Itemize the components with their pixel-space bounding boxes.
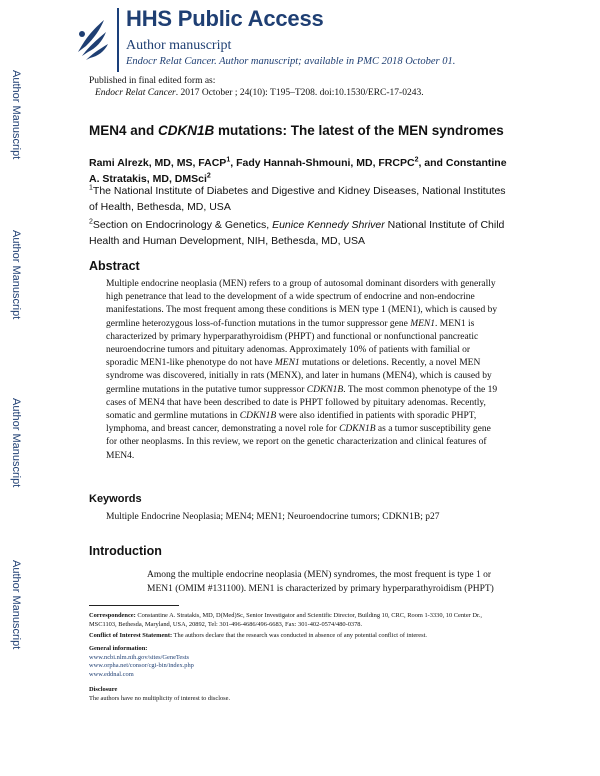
orphanet-link[interactable]: www.orpha.net/consor/cgi-bin/index.php <box>89 662 194 670</box>
published-details: . 2017 October ; 24(10): T195–T208. doi:10.1530/ERC-17-0243. <box>175 88 424 98</box>
title-part: MEN4 and <box>89 123 159 138</box>
disclosure-footnote <box>89 686 509 703</box>
pmc-header <box>0 0 600 72</box>
correspondence-footnote <box>89 612 509 629</box>
gene-name: CDKN1B <box>239 411 277 422</box>
journal-name: Endocr Relat Cancer <box>95 88 176 98</box>
abstract-text: were also identified in patients with sporadic PHPT, lymphoma, and breast cancer, demonstrating a novel role for <box>106 411 477 435</box>
published-citation <box>95 88 424 98</box>
gene-name: CDKN1B <box>339 424 376 435</box>
footnote-text: The authors declare that the research was conducted in absence of any potential conflict of interest. <box>172 632 427 639</box>
affiliation-mark: 1 <box>89 184 93 192</box>
header-divider <box>117 8 119 72</box>
side-label: Author Manuscript <box>10 560 22 650</box>
keywords-heading: Keywords <box>89 493 142 505</box>
author-name: Fady Hannah-Shmouni, MD, FRCPC <box>236 157 415 169</box>
keywords-list: Multiple Endocrine Neoplasia; MEN4; MEN1; Neuroendocrine tumors; CDKN1B; p27 <box>106 512 440 522</box>
introduction-heading: Introduction <box>89 544 162 558</box>
abstract-text: . The most common phenotype of the 19 cases of MEN4 that have been described to date is PHPT followed by pituitary adenomas. Recently, somatic and germline mutations in <box>106 384 498 422</box>
gene-name: MEN1 <box>410 318 436 329</box>
author-affiliation-mark: 2 <box>206 172 211 180</box>
pmc-citation: Endocr Relat Cancer. Author manuscript; available in PMC 2018 October 01. <box>126 56 456 67</box>
affiliation-italic: Eunice Kennedy Shriver <box>272 219 385 231</box>
footnote-label: Correspondence: <box>89 612 136 619</box>
general-info-footnote <box>89 645 509 679</box>
hhs-eagle-logo <box>74 12 110 62</box>
footnote-label: Conflict of Interest Statement: <box>89 632 173 639</box>
eddnal-link[interactable]: www.eddnal.com <box>89 670 134 678</box>
side-label: Author Manuscript <box>10 398 22 488</box>
conflict-footnote <box>89 632 509 641</box>
hhs-title: HHS Public Access <box>126 6 324 31</box>
author-name: Rami Alrezk, MD, MS, FACP <box>89 157 227 169</box>
genetests-link[interactable]: www.ncbi.nlm.nih.gov/sites/GeneTests <box>89 653 189 661</box>
side-label: Author Manuscript <box>10 70 22 160</box>
abstract-text: . MEN1 is characterized by primary hyperparathyroidism (PHPT) and functional or nonfunctional pancreatic neuroendocrine tumors and pituitary adenomas. Approximately 10% of patients with familial or sporadic MEN1-like phenotype do not have <box>106 318 479 369</box>
introduction-body: Among the multiple endocrine neoplasia (MEN) syndromes, the most frequent is type 1 or MEN1 (OMIM #131100). MEN1 is characterized by primary hyperparathyroidism (PHPT) <box>147 570 494 594</box>
affiliation-text: National Institute of Child Health and Human Development, NIH, Bethesda, MD, USA <box>89 219 505 247</box>
gene-name: MEN1 <box>274 358 300 369</box>
affiliation-text: Section on Endocrinology & Genetics, <box>92 219 273 231</box>
published-label: Published in final edited form as: <box>89 76 216 86</box>
abstract-text: mutations or deletions. Recently, a novel MEN syndrome was discovered, initially in rats (MENX), and later in humans (MEN4), which is caused by germline mutations in the putative tumor suppressor <box>106 358 492 395</box>
abstract-text: Multiple endocrine neoplasia (MEN) refers to a group of autosomal dominant disorders with generally high penetrance that lead to the development of a wide spectrum of endocrine and non-endocrine manifestations. The most frequent among these conditions is MEN type 1 (MEN1), which is caused by germline heterozygous loss-of-function mutations in the tumor suppressor gene <box>106 279 498 329</box>
author-affiliation-mark: 1 <box>226 156 231 164</box>
affiliation-2 <box>89 217 509 249</box>
footnote-divider <box>89 605 179 606</box>
abstract-text: as a tumor susceptibility gene for other neoplasms. In this review, we report on the genetic characterization and clinical features of MEN4. <box>106 424 491 461</box>
author-separator: , and <box>418 157 446 169</box>
article-title <box>89 123 504 138</box>
footnote-text: Constantine A. Stratakis, MD, D(Med)Sc, Senior Investigator and Scientific Director, Building 10, CRC, Room 1-3330, 10 Center Dr., MSC1103, Bethesda, Maryland, USA, 20892, Tel: 301-496-4686/496-6683, Fax: 301-402-0574/480-0378. <box>89 612 482 628</box>
author-name: Constantine A. Stratakis, MD, DMSci <box>89 157 507 185</box>
abstract-body <box>106 278 504 463</box>
footnote-text: The authors have no multiplicity of interest to disclose. <box>89 694 231 702</box>
gene-name: CDKN1B <box>306 384 344 395</box>
title-gene: CDKN1B <box>158 123 215 138</box>
affiliation-text: The National Institute of Diabetes and Digestive and Kidney Diseases, National Institutes of Health, Bethesda, MD, USA <box>89 185 506 213</box>
affiliation-mark: 2 <box>89 218 93 226</box>
side-label: Author Manuscript <box>10 230 22 320</box>
affiliation-1 <box>89 183 509 215</box>
title-part: mutations: The latest of the MEN syndromes <box>214 123 504 138</box>
author-affiliation-mark: 2 <box>414 156 419 164</box>
abstract-heading: Abstract <box>89 259 140 273</box>
author-separator: , <box>230 157 237 169</box>
manuscript-label: Author manuscript <box>126 38 232 53</box>
footnote-label: General information: <box>89 645 148 652</box>
footnote-label: Disclosure <box>89 686 118 693</box>
